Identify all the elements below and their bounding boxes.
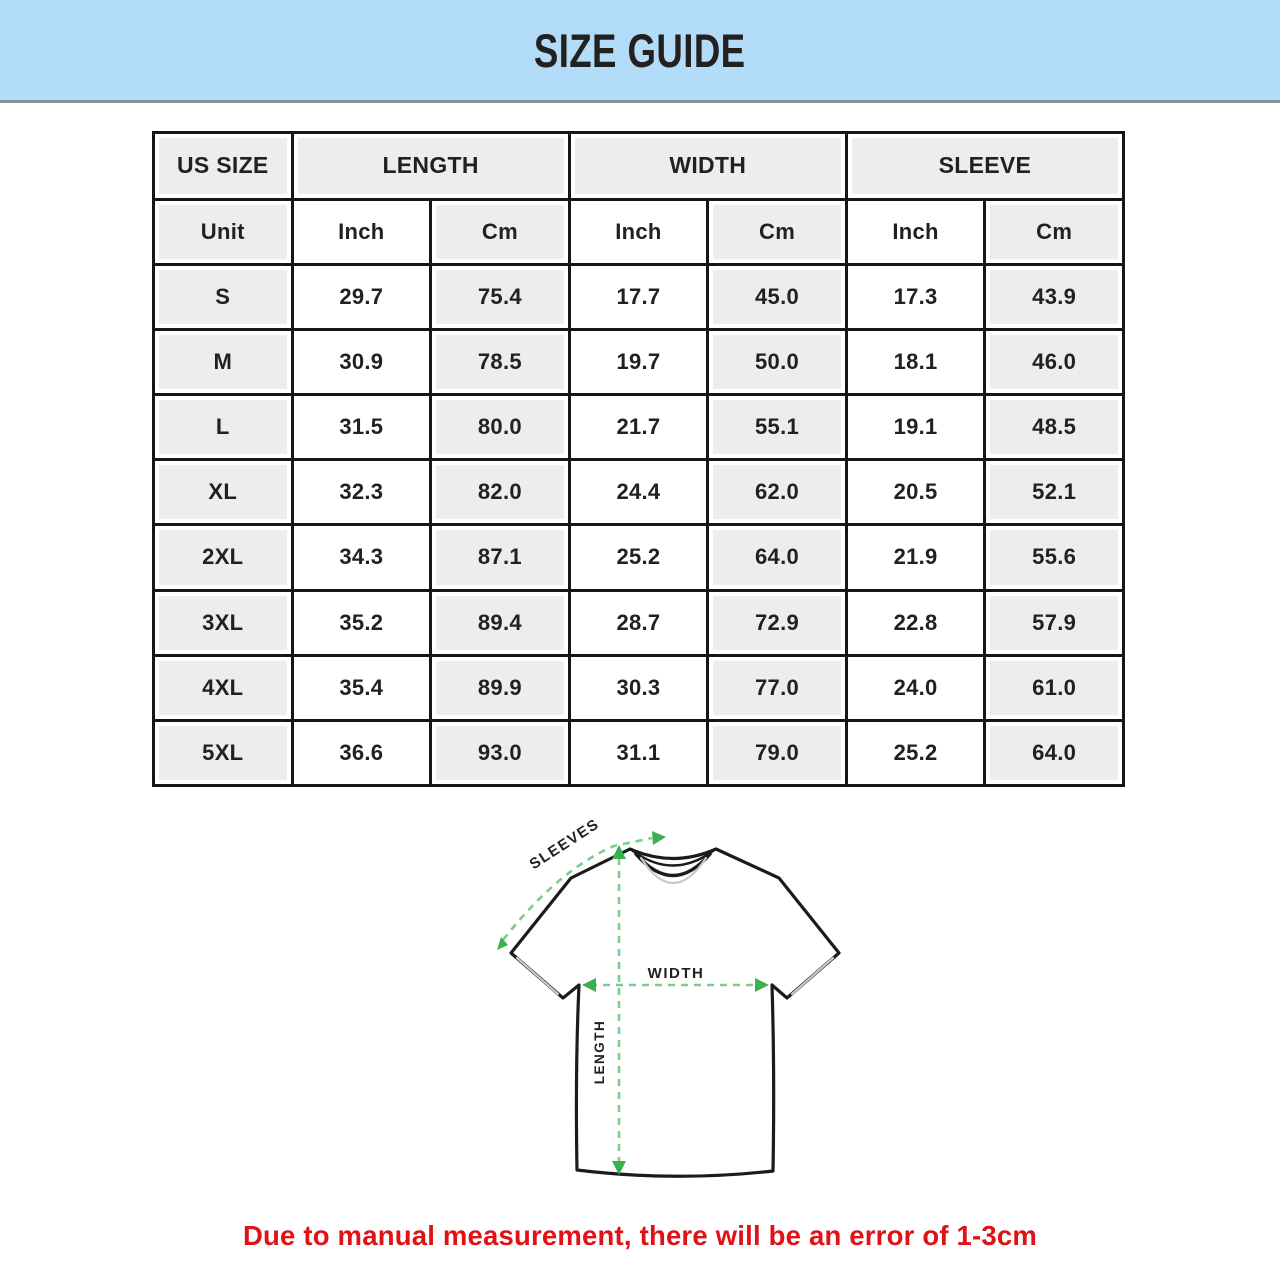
cell-value: 18.1 bbox=[852, 335, 980, 389]
value-cell bbox=[569, 460, 708, 525]
value-cell bbox=[846, 395, 985, 460]
cell-value: 4XL bbox=[159, 661, 287, 715]
cell-value: 61.0 bbox=[990, 661, 1118, 715]
cell-value: 36.6 bbox=[298, 726, 426, 780]
table-row-m bbox=[154, 330, 1124, 395]
header-text: SLEEVE bbox=[852, 138, 1118, 194]
value-cell bbox=[708, 720, 847, 785]
header-us-size bbox=[154, 133, 293, 200]
value-cell bbox=[569, 655, 708, 720]
cell-value: 19.7 bbox=[575, 335, 703, 389]
cell-value: XL bbox=[159, 465, 287, 519]
value-cell bbox=[569, 395, 708, 460]
cell-value: 5XL bbox=[159, 726, 287, 780]
cell-value: 30.3 bbox=[575, 661, 703, 715]
cell-value: 17.3 bbox=[852, 270, 980, 324]
unit-cell bbox=[846, 199, 985, 264]
unit-cell bbox=[569, 199, 708, 264]
value-cell bbox=[292, 460, 431, 525]
value-cell bbox=[431, 330, 570, 395]
header-text: WIDTH bbox=[575, 138, 841, 194]
size-cell bbox=[154, 720, 293, 785]
value-cell bbox=[292, 264, 431, 329]
cell-value: 55.6 bbox=[990, 530, 1118, 584]
length-label: LENGTH bbox=[592, 1019, 607, 1085]
banner bbox=[0, 0, 1280, 103]
cell-value: 45.0 bbox=[713, 270, 841, 324]
unit-text: Inch bbox=[575, 205, 703, 259]
value-cell bbox=[708, 460, 847, 525]
size-cell bbox=[154, 525, 293, 590]
header-width bbox=[569, 133, 846, 200]
header-length bbox=[292, 133, 569, 200]
cell-value: 3XL bbox=[159, 596, 287, 650]
sleeves-arrow-down-left-icon bbox=[497, 937, 508, 950]
cell-value: 64.0 bbox=[990, 726, 1118, 780]
value-cell bbox=[431, 720, 570, 785]
value-cell bbox=[569, 525, 708, 590]
value-cell bbox=[569, 264, 708, 329]
value-cell bbox=[846, 525, 985, 590]
cell-value: 21.7 bbox=[575, 400, 703, 454]
cell-value: 93.0 bbox=[436, 726, 564, 780]
value-cell bbox=[708, 590, 847, 655]
value-cell bbox=[708, 395, 847, 460]
value-cell bbox=[846, 330, 985, 395]
value-cell bbox=[292, 590, 431, 655]
cell-value: 48.5 bbox=[990, 400, 1118, 454]
value-cell bbox=[846, 264, 985, 329]
size-cell bbox=[154, 460, 293, 525]
table-row-2xl bbox=[154, 525, 1124, 590]
size-cell bbox=[154, 655, 293, 720]
value-cell bbox=[985, 264, 1124, 329]
unit-cell bbox=[431, 199, 570, 264]
value-cell bbox=[985, 395, 1124, 460]
value-cell bbox=[431, 395, 570, 460]
value-cell bbox=[292, 655, 431, 720]
unit-cell bbox=[708, 199, 847, 264]
cell-value: 28.7 bbox=[575, 596, 703, 650]
value-cell bbox=[431, 264, 570, 329]
unit-text: Inch bbox=[298, 205, 426, 259]
cell-value: 24.4 bbox=[575, 465, 703, 519]
unit-cell bbox=[985, 199, 1124, 264]
value-cell bbox=[292, 330, 431, 395]
value-cell bbox=[292, 395, 431, 460]
cell-value: 25.2 bbox=[575, 530, 703, 584]
header-sleeve bbox=[846, 133, 1123, 200]
unit-text: Cm bbox=[713, 205, 841, 259]
value-cell bbox=[569, 720, 708, 785]
cell-value: 78.5 bbox=[436, 335, 564, 389]
value-cell bbox=[985, 590, 1124, 655]
cell-value: 22.8 bbox=[852, 596, 980, 650]
value-cell bbox=[985, 525, 1124, 590]
unit-text: Inch bbox=[852, 205, 980, 259]
value-cell bbox=[708, 264, 847, 329]
width-label: WIDTH bbox=[647, 965, 705, 982]
cell-value: 17.7 bbox=[575, 270, 703, 324]
cell-value: 50.0 bbox=[713, 335, 841, 389]
cell-value: 19.1 bbox=[852, 400, 980, 454]
cell-value: 46.0 bbox=[990, 335, 1118, 389]
sleeves-arrow-right-icon bbox=[652, 831, 666, 845]
value-cell bbox=[846, 590, 985, 655]
table-row-l bbox=[154, 395, 1124, 460]
cell-value: 20.5 bbox=[852, 465, 980, 519]
cell-value: 32.3 bbox=[298, 465, 426, 519]
unit-text: Unit bbox=[159, 205, 287, 259]
value-cell bbox=[569, 330, 708, 395]
value-cell bbox=[846, 460, 985, 525]
cell-value: S bbox=[159, 270, 287, 324]
table-group-header-row bbox=[154, 133, 1124, 200]
value-cell bbox=[846, 655, 985, 720]
cell-value: 89.4 bbox=[436, 596, 564, 650]
value-cell bbox=[985, 655, 1124, 720]
cell-value: 64.0 bbox=[713, 530, 841, 584]
value-cell bbox=[431, 525, 570, 590]
cell-value: 55.1 bbox=[713, 400, 841, 454]
unit-cell bbox=[292, 199, 431, 264]
cell-value: 77.0 bbox=[713, 661, 841, 715]
cell-value: 57.9 bbox=[990, 596, 1118, 650]
cell-value: 43.9 bbox=[990, 270, 1118, 324]
size-cell bbox=[154, 330, 293, 395]
unit-text: Cm bbox=[436, 205, 564, 259]
tshirt-outline bbox=[511, 849, 839, 1176]
cell-value: L bbox=[159, 400, 287, 454]
table-row-5xl bbox=[154, 720, 1124, 785]
cell-value: 87.1 bbox=[436, 530, 564, 584]
size-cell bbox=[154, 264, 293, 329]
value-cell bbox=[292, 720, 431, 785]
value-cell bbox=[431, 590, 570, 655]
cell-value: 24.0 bbox=[852, 661, 980, 715]
table-row-4xl bbox=[154, 655, 1124, 720]
cell-value: M bbox=[159, 335, 287, 389]
measurement-disclaimer: Due to manual measurement, there will be an error of 1-3cm bbox=[242, 1220, 1038, 1251]
value-cell bbox=[431, 655, 570, 720]
table-row-xl bbox=[154, 460, 1124, 525]
value-cell bbox=[985, 330, 1124, 395]
cell-value: 2XL bbox=[159, 530, 287, 584]
table-unit-row bbox=[154, 199, 1124, 264]
value-cell bbox=[985, 720, 1124, 785]
value-cell bbox=[708, 330, 847, 395]
size-cell bbox=[154, 590, 293, 655]
value-cell bbox=[846, 720, 985, 785]
cell-value: 31.1 bbox=[575, 726, 703, 780]
cell-value: 75.4 bbox=[436, 270, 564, 324]
page-title: SIZE GUIDE bbox=[534, 23, 746, 77]
value-cell bbox=[292, 525, 431, 590]
unit-text: Cm bbox=[990, 205, 1118, 259]
cell-value: 62.0 bbox=[713, 465, 841, 519]
value-cell bbox=[569, 590, 708, 655]
unit-cell bbox=[154, 199, 293, 264]
value-cell bbox=[985, 460, 1124, 525]
tshirt-diagram bbox=[440, 805, 900, 1205]
cell-value: 21.9 bbox=[852, 530, 980, 584]
cell-value: 80.0 bbox=[436, 400, 564, 454]
header-text: LENGTH bbox=[298, 138, 564, 194]
cell-value: 35.2 bbox=[298, 596, 426, 650]
cell-value: 31.5 bbox=[298, 400, 426, 454]
table-row-s bbox=[154, 264, 1124, 329]
cell-value: 79.0 bbox=[713, 726, 841, 780]
sleeves-label: SLEEVES bbox=[526, 815, 603, 874]
cell-value: 82.0 bbox=[436, 465, 564, 519]
table-row-3xl bbox=[154, 590, 1124, 655]
cell-value: 35.4 bbox=[298, 661, 426, 715]
cell-value: 34.3 bbox=[298, 530, 426, 584]
value-cell bbox=[708, 525, 847, 590]
cell-value: 52.1 bbox=[990, 465, 1118, 519]
size-table bbox=[152, 131, 1125, 787]
cell-value: 89.9 bbox=[436, 661, 564, 715]
header-text: US SIZE bbox=[159, 138, 287, 194]
value-cell bbox=[431, 460, 570, 525]
size-cell bbox=[154, 395, 293, 460]
value-cell bbox=[708, 655, 847, 720]
cell-value: 72.9 bbox=[713, 596, 841, 650]
cell-value: 29.7 bbox=[298, 270, 426, 324]
cell-value: 30.9 bbox=[298, 335, 426, 389]
cell-value: 25.2 bbox=[852, 726, 980, 780]
